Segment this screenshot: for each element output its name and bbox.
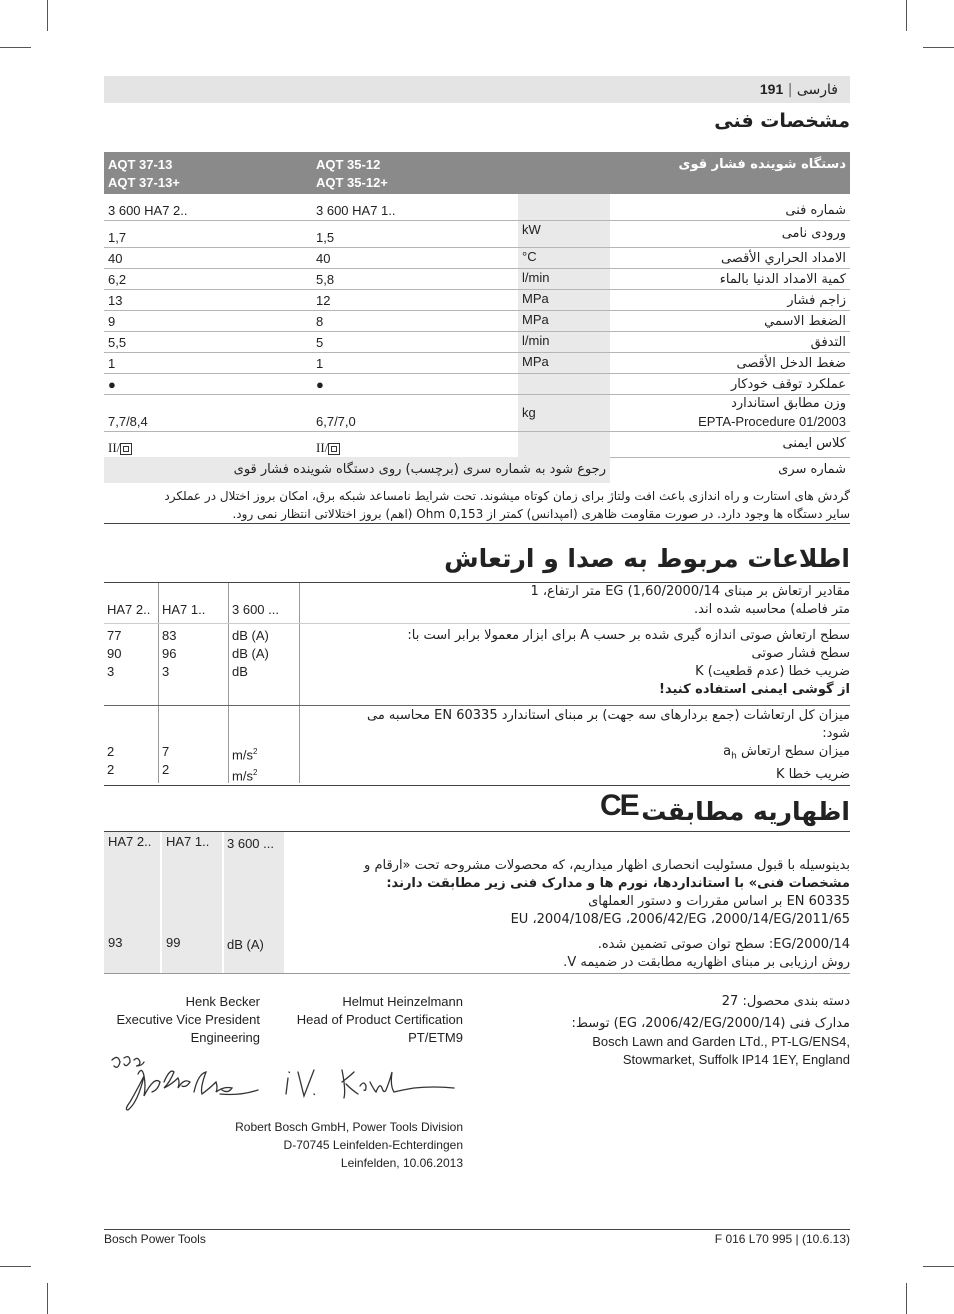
spec-label: عملکرد توقف خودکار	[610, 373, 850, 394]
vibration-block	[305, 707, 850, 784]
crop-mark	[47, 1283, 48, 1314]
crop-mark	[906, 0, 907, 31]
spec-unit: kg	[518, 394, 610, 431]
spec-value-a: 3 600 HA7 2..	[104, 194, 312, 220]
spec-row-class	[104, 431, 850, 457]
spec-label: التدفق	[610, 331, 850, 352]
crop-mark	[0, 47, 31, 48]
spec-value-b: ●	[312, 373, 518, 394]
conformity-col-a: HA7 2..	[108, 834, 152, 849]
spec-note	[104, 487, 850, 523]
conformity-text: بدینوسیله با قبول مسئولیت انحصاری اظهار میداریم، که محصولات مشروحه تحت «ارقام و مشخصات فنی» با استانداردها، نورم ها و مدارک فنی زیر مطابقت دارند: EN 60335 بر اساس مقررات و دستور العملهای 2011/65/EU ،2004/108/EG ،2006/42/EG ،2000/14/EG	[364, 858, 850, 927]
crop-mark	[923, 1266, 954, 1267]
spec-value-serial: رجوع شود به شماره سری (برچسب) روی دستگاه شوینده فشار قوی	[104, 457, 610, 483]
model-b-1: AQT 35-12	[316, 157, 381, 172]
language-label: فارسی	[796, 82, 838, 98]
spec-label: كمية الامداد الدنيا بالماء	[610, 268, 850, 289]
spec-value-a: 7,7/8,4	[104, 394, 312, 431]
noise-intro	[410, 583, 850, 619]
spec-unit: °C	[518, 247, 610, 268]
spec-unit: l/min	[518, 268, 610, 289]
model-a-2: AQT 37-13+	[108, 175, 180, 190]
spec-row	[104, 194, 850, 220]
spec-value-a: 9	[104, 310, 312, 331]
spec-unit: l/min	[518, 331, 610, 352]
spec-row	[104, 268, 850, 289]
spec-label: ضغط الدخل الأقصى	[610, 352, 850, 373]
spec-row	[104, 220, 850, 247]
spec-row-weight	[104, 394, 850, 431]
spec-value-a: ●	[104, 373, 312, 394]
spec-value-a: 40	[104, 247, 312, 268]
footer-document-code: F 016 L70 995 | (10.6.13)	[714, 1232, 850, 1246]
spec-value-b: 1	[312, 352, 518, 373]
spec-value-b: 1,5	[312, 220, 518, 247]
vibration-intro: شود:	[822, 726, 850, 741]
spec-value-a: 6,2	[104, 268, 312, 289]
noise-row-label: سطح فشار صوتی	[751, 646, 850, 661]
spec-note-line: گردش های استارت و راه اندازی باعث افت ولتاژ برای زمان کوتاه میشوند. تحت شرایط نامساعد شبکه برق، امکان بروز اختلال در عملکرد	[164, 489, 850, 503]
vibration-values-b: 7 2	[162, 744, 170, 777]
spec-unit: MPa	[518, 352, 610, 373]
spec-table	[104, 152, 850, 483]
vibration-row-label: ضریب خطا K	[775, 766, 850, 782]
docs-line: مدارک فنی (2000/14/EG ،2006/42/EG) توسط:	[571, 1016, 850, 1031]
spec-value-b: 3 600 HA7 1..	[312, 194, 518, 220]
noise-values-a: 77 90 3	[107, 628, 122, 679]
divider	[104, 785, 850, 786]
spec-value-b: 8	[312, 310, 518, 331]
vibration-row-label: میزان سطح ارتعاش $a_h$	[723, 744, 850, 762]
noise-intro-line: متر فاصله) محاسبه شده اند.	[694, 602, 850, 617]
crop-mark	[906, 1283, 907, 1314]
ce-mark-icon: CE	[600, 789, 638, 822]
footer-brand: Bosch Power Tools	[104, 1232, 206, 1246]
spec-row-serial	[104, 457, 850, 483]
spec-value-a: 1,7	[104, 220, 312, 247]
conformity-value-b: 99	[166, 935, 181, 950]
spec-label: کلاس ایمنی	[610, 431, 850, 457]
spec-row	[104, 352, 850, 373]
model-b-2: AQT 35-12+	[316, 175, 388, 190]
noise-col-b: HA7 1..	[162, 602, 206, 617]
signatory-1: Henk Becker Executive Vice President Engineering	[116, 994, 260, 1045]
page-header: فارسی | 191	[104, 76, 850, 103]
technical-documents	[470, 993, 850, 1069]
vibration-intro: میزان کل ارتعاشات (جمع بردارهای سه جهت) بر مبنای استاندارد EN 60335 محاسبه می	[367, 708, 850, 723]
spec-value-b: 5,8	[312, 268, 518, 289]
spec-unit: kW	[518, 220, 610, 247]
spec-label: شماره فنی	[610, 194, 850, 220]
noise-units: dB (A) dB (A) dB	[232, 628, 269, 679]
docs-address: Stowmarket, Suffolk IP14 1EY, England	[622, 1052, 850, 1067]
page-number: 191	[759, 81, 784, 97]
spec-value-b: 5	[312, 331, 518, 352]
spec-value-a: 1	[104, 352, 312, 373]
spec-note-line: سایر دستگاه ها وجود دارد. در صورت مقاومت ظاهری (امپدانس) کمتر از 0,153 Ohm (اهم) بروز اختلالاتی انتظار نمی رود.	[232, 507, 850, 521]
spec-value-a: 5,5	[104, 331, 312, 352]
vibration-values-a: 2 2	[107, 744, 115, 777]
spec-label: زاجم فشار	[610, 289, 850, 310]
noise-values-b: 83 96 3	[162, 628, 177, 679]
spec-label-procedure: EPTA-Procedure 01/2003	[698, 413, 846, 429]
noise-level-intro: سطح ارتعاش صوتی اندازه گیری شده بر حسب A برای ابزار معمولا برابر است با:	[407, 628, 850, 643]
noise-row-label: ضریب خطا (عدم قطعیت) K	[695, 664, 850, 679]
protection-class-ii-icon	[120, 443, 132, 455]
spec-unit: MPa	[518, 310, 610, 331]
spec-unit	[518, 373, 610, 394]
product-category: دسته بندی محصول: 27	[721, 994, 850, 1009]
spec-value-b: 6,7/7,0	[312, 394, 518, 431]
crop-mark	[47, 0, 48, 31]
signatory-2: Helmut Heinzelmann Head of Product Certification PT/ETM9	[296, 994, 463, 1045]
spec-label: الامداد الحراري الأقصى	[610, 247, 850, 268]
company-address: Robert Bosch GmbH, Power Tools Division D-70745 Leinfelden-Echterdingen Leinfelden, 10.06.2013	[235, 1120, 463, 1170]
spec-label: الضغط الاسمي	[610, 310, 850, 331]
crop-mark	[923, 47, 954, 48]
spec-label: شماره سری	[778, 462, 846, 478]
conformity-unit: dB (A)	[227, 937, 264, 952]
spec-row	[104, 289, 850, 310]
conformity-noise-text: 2000/14/EG: سطح توان صوتی تضمین شده. روش ارزیابی بر مبنای اظهاریه مطابقت در ضمیمه V.	[563, 937, 850, 970]
spec-label: وزن مطابق استاندارد	[731, 395, 846, 411]
conformity-value-a: 93	[108, 935, 123, 950]
model-a-1: AQT 37-13	[108, 157, 173, 172]
noise-level-block	[310, 627, 850, 699]
docs-address: Bosch Lawn and Garden LTd., PT-LG/ENS4,	[592, 1034, 850, 1049]
spec-value-b: 12	[312, 289, 518, 310]
section-title-noise: اطلاعات مربوط به صدا و ارتعاش	[444, 544, 850, 573]
vibration-units: $m/s^2$ $m/s^2$	[232, 747, 258, 784]
spec-row	[104, 310, 850, 331]
footer-divider	[104, 1229, 850, 1230]
spec-row	[104, 373, 850, 394]
noise-intro-line: مقادیر ارتعاش بر مبنای 2000/14/EG (1,60 متر ارتفاع، 1	[530, 584, 850, 599]
conformity-col-b: HA7 1..	[166, 834, 210, 849]
noise-col-a: HA7 2..	[107, 602, 151, 617]
spec-row	[104, 331, 850, 352]
spec-unit: MPa	[518, 289, 610, 310]
divider	[104, 523, 850, 524]
spec-header-row	[104, 152, 850, 194]
crop-mark	[0, 1266, 31, 1267]
spec-value-a: 13	[104, 289, 312, 310]
spec-head-label: دستگاه شوینده فشار قوی	[518, 152, 850, 194]
hearing-protection-warning: از گوشی ایمنی استفاده کنید!	[659, 682, 850, 697]
conformity-col-unit: 3 600 ...	[227, 836, 274, 851]
spec-label: ورودی نامی	[610, 220, 850, 247]
spec-value-b: 40	[312, 247, 518, 268]
protection-class-ii-icon	[328, 443, 340, 455]
noise-col-unit: 3 600 ...	[232, 602, 279, 617]
section-title-conformity: اظهاریه مطابقت	[641, 797, 850, 826]
spec-unit	[518, 194, 610, 220]
spec-row	[104, 247, 850, 268]
handwritten-signatures	[108, 1052, 464, 1116]
spec-value-b: II/	[316, 440, 329, 455]
spec-value-a: II/	[108, 440, 121, 455]
section-title-specs: مشخصات فنی	[714, 110, 850, 132]
